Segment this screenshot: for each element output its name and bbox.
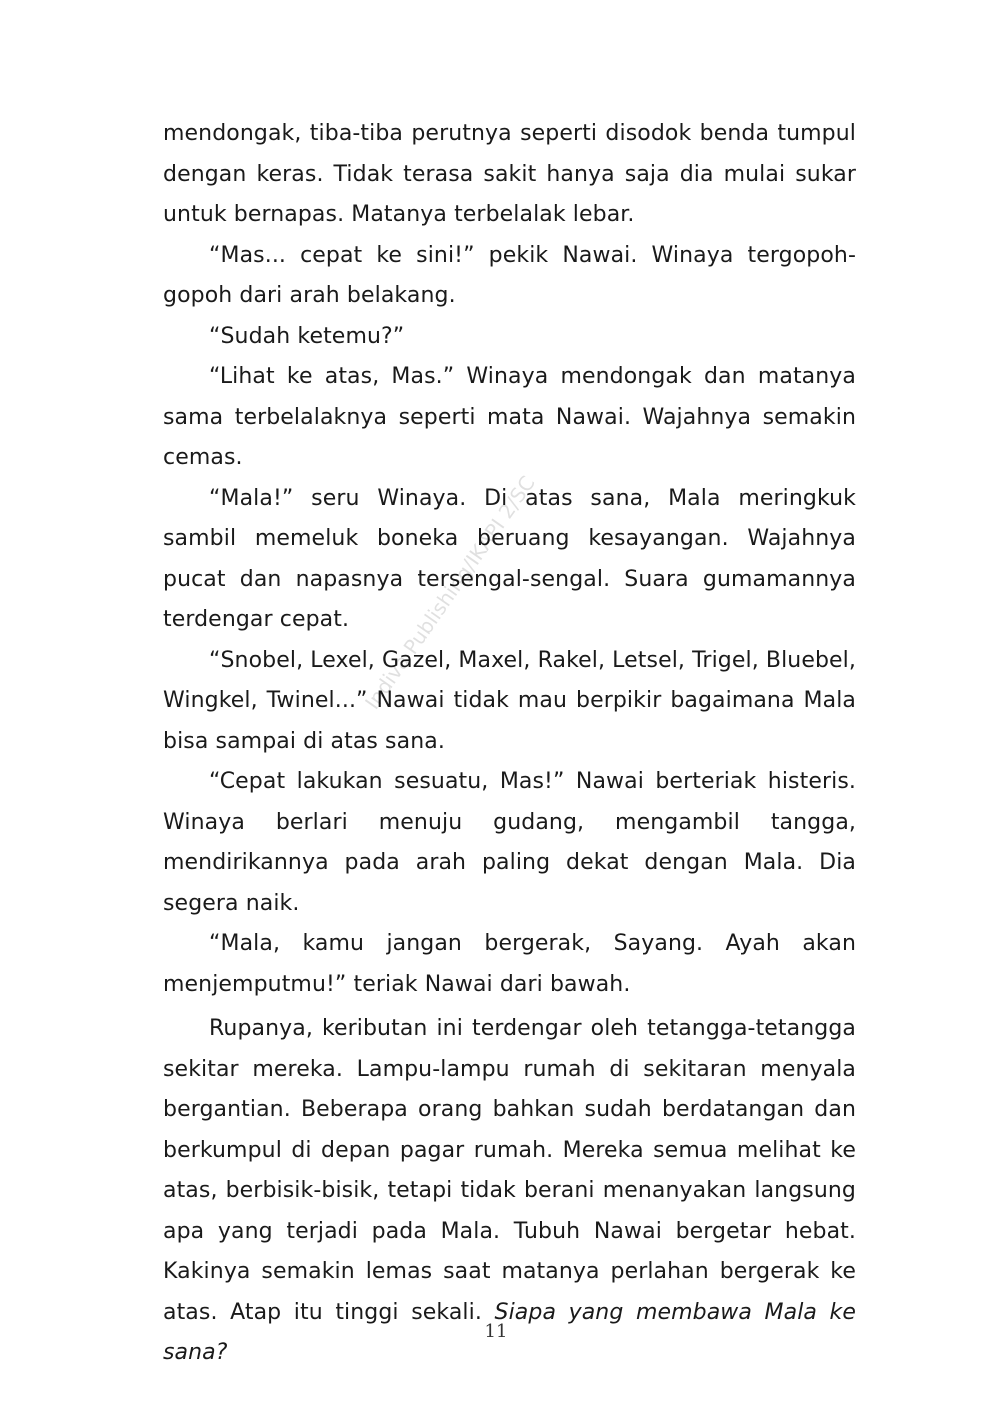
- document-body: [163, 114, 856, 1374]
- publisher-watermark: Indiva Publishing/IKAPI 2/SC: [360, 471, 540, 714]
- paragraph-5: “Mala!” seru Winaya. Di atas sana, Mala meringkuk sambil memeluk boneka beruang kesayangan. Wajahnya pucat dan napasnya tersengal-sengal. Suara gumamannya terdengar cepat.: [163, 485, 856, 632]
- paragraph-3: “Sudah ketemu?”: [209, 323, 405, 349]
- paragraph-6: “Snobel, Lexel, Gazel, Maxel, Rakel, Letsel, Trigel, Bluebel, Wingkel, Twinel...” Nawai tidak mau berpikir bagaimana Mala bisa sampai di atas sana.: [163, 647, 856, 754]
- paragraph-7: “Cepat lakukan sesuatu, Mas!” Nawai berteriak histeris. Winaya berlari menuju gudang, mengambil tangga, mendirikannya pada arah paling dekat dengan Mala. Dia segera naik.: [163, 769, 856, 916]
- paragraph-9: [163, 1009, 856, 1374]
- paragraph-8: “Mala, kamu jangan bergerak, Sayang. Ayah akan menjemputmu!” teriak Nawai dari bawah.: [163, 931, 856, 997]
- page-number: 11: [484, 1321, 508, 1342]
- paragraph-1: mendongak, tiba-tiba perutnya seperti disodok benda tumpul dengan keras. Tidak terasa sakit hanya saja dia mulai sukar untuk bernapas. Matanya terbelalak lebar.: [163, 121, 856, 227]
- paragraph-9-italic-question: Siapa yang membawa Mala ke sana?: [163, 1299, 857, 1365]
- paragraph-9-text: Rupanya, keributan ini terdengar oleh tetangga-tetangga sekitar mereka. Lampu-lampu rumah di sekitaran menyala bergantian. Beberapa orang bahkan sudah berdatangan dan berkumpul di depan pagar rumah. Mereka semua melihat ke atas, berbisik-bisik, tetapi tidak berani menanyakan langsung apa yang terjadi pada Mala. Tubuh Nawai bergetar hebat. Kakinya semakin lemas saat matanya perlahan bergerak ke atas. Atap itu tinggi sekali.: [163, 1016, 856, 1325]
- paragraph-2: “Mas... cepat ke sini!” pekik Nawai. Winaya tergopoh-gopoh dari arah belakang.: [163, 242, 856, 308]
- paragraph-4: “Lihat ke atas, Mas.” Winaya mendongak dan matanya sama terbelalaknya seperti mata Nawai. Wajahnya semakin cemas.: [163, 364, 856, 470]
